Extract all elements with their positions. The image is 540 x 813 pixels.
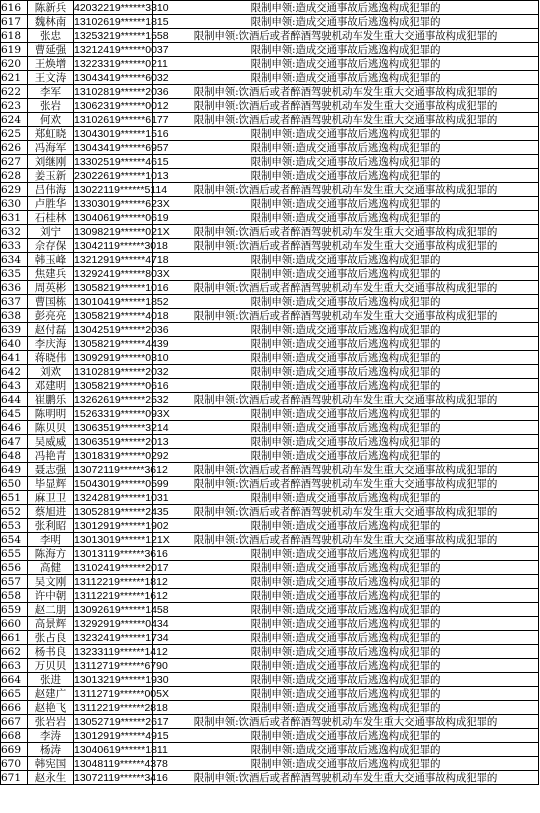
id-number: 13058219******0616 (74, 379, 169, 392)
table-row (1, 407, 539, 421)
row-number: 628 (1, 169, 28, 183)
table-row (1, 155, 539, 169)
table-row (1, 29, 539, 43)
restriction-reason: 限制申领:饮酒后或者醉酒驾驶机动车发生重大交通事故构成犯罪的 (153, 309, 539, 323)
id-number: 13242819******1031 (74, 491, 169, 504)
row-number: 645 (1, 407, 28, 421)
table-row (1, 589, 539, 603)
person-name: 焦建兵 (28, 267, 74, 281)
id-number: 13058219******4439 (74, 337, 169, 350)
id-number: 13063519******2013 (74, 435, 169, 448)
id-number: 13092919******0310 (74, 351, 169, 364)
person-name: 刘欢 (28, 365, 74, 379)
row-number: 640 (1, 337, 28, 351)
person-name: 高健 (28, 561, 74, 575)
row-number: 625 (1, 127, 28, 141)
person-name: 杨涛 (28, 743, 74, 757)
restriction-reason: 限制申领:饮酒后或者醉酒驾驶机动车发生重大交通事故构成犯罪的 (153, 183, 539, 197)
restriction-reason: 限制申领:造成交通事故后逃逸构成犯罪的 (153, 589, 539, 603)
restriction-reason: 限制申领:饮酒后或者醉酒驾驶机动车发生重大交通事故构成犯罪的 (153, 85, 539, 99)
table-row (1, 127, 539, 141)
restriction-reason: 限制申领:造成交通事故后逃逸构成犯罪的 (153, 645, 539, 659)
table-row (1, 533, 539, 547)
row-number: 650 (1, 477, 28, 491)
person-name: 杨书良 (28, 645, 74, 659)
restriction-reason: 限制申领:造成交通事故后逃逸构成犯罪的 (153, 323, 539, 337)
table-row (1, 379, 539, 393)
table-row (1, 99, 539, 113)
row-number: 655 (1, 547, 28, 561)
row-number: 639 (1, 323, 28, 337)
restriction-reason: 限制申领:造成交通事故后逃逸构成犯罪的 (153, 71, 539, 85)
restriction-reason: 限制申领:造成交通事故后逃逸构成犯罪的 (153, 743, 539, 757)
row-number: 634 (1, 253, 28, 267)
restriction-reason: 限制申领:饮酒后或者醉酒驾驶机动车发生重大交通事故构成犯罪的 (153, 225, 539, 239)
restriction-reason: 限制申领:造成交通事故后逃逸构成犯罪的 (153, 197, 539, 211)
id-number: 13043419******6957 (74, 141, 169, 154)
restriction-reason: 限制申领:造成交通事故后逃逸构成犯罪的 (153, 631, 539, 645)
table-row (1, 71, 539, 85)
table-row (1, 729, 539, 743)
row-number: 654 (1, 533, 28, 547)
person-name: 蒋晓伟 (28, 351, 74, 365)
table-row (1, 421, 539, 435)
restriction-reason: 限制申领:饮酒后或者醉酒驾驶机动车发生重大交通事故构成犯罪的 (153, 281, 539, 295)
id-number: 15263319******093X (74, 407, 170, 420)
id-number: 13303019******623X (74, 197, 170, 210)
row-number: 641 (1, 351, 28, 365)
row-number: 632 (1, 225, 28, 239)
person-name: 石桂林 (28, 211, 74, 225)
person-name: 冯海军 (28, 141, 74, 155)
person-name: 张占良 (28, 631, 74, 645)
row-number: 648 (1, 449, 28, 463)
id-number: 13233119******1412 (74, 645, 168, 658)
id-number: 13112719******6790 (74, 659, 168, 672)
person-name: 张忠 (28, 29, 74, 43)
id-number: 13040619******0619 (74, 211, 169, 224)
id-number: 13112219******1612 (74, 589, 168, 602)
row-number: 671 (1, 771, 28, 785)
person-name: 吴威威 (28, 435, 74, 449)
id-number: 13112219******2818 (74, 701, 168, 714)
row-number: 653 (1, 519, 28, 533)
table-row (1, 631, 539, 645)
table-row (1, 491, 539, 505)
table-row (1, 547, 539, 561)
restriction-reason: 限制申领:造成交通事故后逃逸构成犯罪的 (153, 43, 539, 57)
id-number: 13043019******1516 (74, 127, 169, 140)
table-row (1, 617, 539, 631)
restriction-reason: 限制申领:造成交通事故后逃逸构成犯罪的 (153, 687, 539, 701)
person-name: 张岩 (28, 99, 74, 113)
row-number: 627 (1, 155, 28, 169)
id-number: 13012919******4915 (74, 729, 169, 742)
table-row (1, 337, 539, 351)
id-number: 13102619******1815 (74, 15, 169, 28)
person-name: 魏林南 (28, 15, 74, 29)
person-name: 何欢 (28, 113, 74, 127)
table-row (1, 757, 539, 771)
person-name: 彭亮亮 (28, 309, 74, 323)
table-row (1, 323, 539, 337)
row-number: 659 (1, 603, 28, 617)
row-number: 656 (1, 561, 28, 575)
person-name: 冯艳青 (28, 449, 74, 463)
id-number: 13052819******2435 (74, 505, 169, 518)
row-number: 617 (1, 15, 28, 29)
person-name: 崔鹏乐 (28, 393, 74, 407)
person-name: 赵付磊 (28, 323, 74, 337)
person-name: 李明 (28, 533, 74, 547)
row-number: 644 (1, 393, 28, 407)
restriction-reason: 限制申领:造成交通事故后逃逸构成犯罪的 (153, 617, 539, 631)
person-name: 聂志强 (28, 463, 74, 477)
person-name: 陈新兵 (28, 1, 74, 15)
person-name: 吴文刚 (28, 575, 74, 589)
row-number: 652 (1, 505, 28, 519)
person-name: 高景辉 (28, 617, 74, 631)
restriction-reason: 限制申领:造成交通事故后逃逸构成犯罪的 (153, 141, 539, 155)
table-row (1, 561, 539, 575)
id-number: 13098219******021X (74, 225, 170, 238)
person-name: 王文涛 (28, 71, 74, 85)
table-row (1, 519, 539, 533)
restriction-reason: 限制申领:造成交通事故后逃逸构成犯罪的 (153, 659, 539, 673)
restriction-reason: 限制申领:造成交通事故后逃逸构成犯罪的 (153, 337, 539, 351)
person-name: 邓建明 (28, 379, 74, 393)
row-number: 621 (1, 71, 28, 85)
row-number: 635 (1, 267, 28, 281)
row-number: 630 (1, 197, 28, 211)
id-number: 13253219******1558 (74, 29, 169, 42)
table-row (1, 183, 539, 197)
restriction-reason: 限制申领:造成交通事故后逃逸构成犯罪的 (153, 421, 539, 435)
table-row (1, 743, 539, 757)
row-number: 636 (1, 281, 28, 295)
table-row (1, 1, 539, 15)
person-name: 陈贝贝 (28, 421, 74, 435)
table-row (1, 211, 539, 225)
table-row (1, 351, 539, 365)
id-number: 13022119******5114 (74, 183, 168, 196)
id-number: 13010419******1852 (74, 295, 169, 308)
id-number: 13223319******0211 (74, 57, 168, 70)
table-row (1, 281, 539, 295)
id-number: 13043419******6032 (74, 71, 169, 84)
restriction-reason: 限制申领:造成交通事故后逃逸构成犯罪的 (153, 1, 539, 15)
restriction-reason: 限制申领:造成交通事故后逃逸构成犯罪的 (153, 729, 539, 743)
id-number: 13052719******2617 (74, 715, 169, 728)
table-row (1, 239, 539, 253)
table-row (1, 449, 539, 463)
row-number: 620 (1, 57, 28, 71)
person-name: 麻卫卫 (28, 491, 74, 505)
id-number: 13072119******3612 (74, 463, 168, 476)
restriction-reason: 限制申领:造成交通事故后逃逸构成犯罪的 (153, 295, 539, 309)
table-row (1, 57, 539, 71)
id-number: 13112719******005X (74, 687, 169, 700)
person-name: 赵建广 (28, 687, 74, 701)
id-number: 13072119******3416 (74, 771, 168, 784)
person-name: 赵二朋 (28, 603, 74, 617)
id-number: 13262619******2532 (74, 393, 169, 406)
person-name: 曹延强 (28, 43, 74, 57)
person-name: 郑虹晓 (28, 127, 74, 141)
table-row (1, 659, 539, 673)
restriction-reason: 限制申领:造成交通事故后逃逸构成犯罪的 (153, 701, 539, 715)
person-name: 刘宁 (28, 225, 74, 239)
id-number: 13232419******1734 (74, 631, 169, 644)
table-row (1, 673, 539, 687)
id-number: 13058219******4018 (74, 309, 169, 322)
table-row (1, 645, 539, 659)
row-number: 670 (1, 757, 28, 771)
table-row (1, 435, 539, 449)
row-number: 646 (1, 421, 28, 435)
table-row (1, 715, 539, 729)
table-row (1, 365, 539, 379)
table-row (1, 309, 539, 323)
table-row (1, 771, 539, 785)
table-row (1, 267, 539, 281)
row-number: 624 (1, 113, 28, 127)
id-number: 13013019******121X (74, 533, 170, 546)
restriction-reason: 限制申领:造成交通事故后逃逸构成犯罪的 (153, 575, 539, 589)
row-number: 651 (1, 491, 28, 505)
person-name: 张岩岩 (28, 715, 74, 729)
restriction-reason: 限制申领:饮酒后或者醉酒驾驶机动车发生重大交通事故构成犯罪的 (153, 477, 539, 491)
table-body (1, 1, 539, 785)
table-row (1, 505, 539, 519)
row-number: 626 (1, 141, 28, 155)
restriction-reason: 限制申领:饮酒后或者醉酒驾驶机动车发生重大交通事故构成犯罪的 (153, 771, 539, 785)
row-number: 649 (1, 463, 28, 477)
table-row (1, 701, 539, 715)
restriction-reason: 限制申领:造成交通事故后逃逸构成犯罪的 (153, 127, 539, 141)
row-number: 618 (1, 29, 28, 43)
person-name: 卢胜华 (28, 197, 74, 211)
restriction-reason: 限制申领:造成交通事故后逃逸构成犯罪的 (153, 407, 539, 421)
person-name: 刘继刚 (28, 155, 74, 169)
person-name: 赵永生 (28, 771, 74, 785)
person-name: 李军 (28, 85, 74, 99)
row-number: 664 (1, 673, 28, 687)
person-name: 韩玉峰 (28, 253, 74, 267)
row-number: 629 (1, 183, 28, 197)
id-number: 13042119******3018 (74, 239, 168, 252)
restriction-reason: 限制申领:造成交通事故后逃逸构成犯罪的 (153, 491, 539, 505)
id-number: 13062319******0012 (74, 99, 169, 112)
person-name: 韩宪国 (28, 757, 74, 771)
row-number: 619 (1, 43, 28, 57)
row-number: 658 (1, 589, 28, 603)
row-number: 643 (1, 379, 28, 393)
person-name: 吕伟海 (28, 183, 74, 197)
restriction-reason: 限制申领:造成交通事故后逃逸构成犯罪的 (153, 449, 539, 463)
id-number: 13058219******1016 (74, 281, 169, 294)
table-row (1, 603, 539, 617)
row-number: 623 (1, 99, 28, 113)
row-number: 661 (1, 631, 28, 645)
restriction-reason: 限制申领:造成交通事故后逃逸构成犯罪的 (153, 253, 539, 267)
restriction-reason: 限制申领:饮酒后或者醉酒驾驶机动车发生重大交通事故构成犯罪的 (153, 99, 539, 113)
row-number: 667 (1, 715, 28, 729)
person-name: 王焕增 (28, 57, 74, 71)
id-number: 13302519******4615 (74, 155, 169, 168)
restriction-reason: 限制申领:造成交通事故后逃逸构成犯罪的 (153, 519, 539, 533)
person-name: 蔡旭进 (28, 505, 74, 519)
table-row (1, 85, 539, 99)
row-number: 631 (1, 211, 28, 225)
restriction-reason: 限制申领:造成交通事故后逃逸构成犯罪的 (153, 435, 539, 449)
person-name: 陈明明 (28, 407, 74, 421)
restriction-reason: 限制申领:饮酒后或者醉酒驾驶机动车发生重大交通事故构成犯罪的 (153, 113, 539, 127)
id-number: 15043019******0599 (74, 477, 169, 490)
id-number: 42032219******3310 (74, 1, 169, 14)
id-number: 13212419******0037 (74, 43, 169, 56)
row-number: 638 (1, 309, 28, 323)
person-name: 曹国栋 (28, 295, 74, 309)
restriction-reason: 限制申领:造成交通事故后逃逸构成犯罪的 (153, 673, 539, 687)
id-number: 13102819******2036 (74, 85, 169, 98)
person-name: 万贝贝 (28, 659, 74, 673)
restriction-reason: 限制申领:饮酒后或者醉酒驾驶机动车发生重大交通事故构成犯罪的 (153, 463, 539, 477)
restriction-reason: 限制申领:造成交通事故后逃逸构成犯罪的 (153, 561, 539, 575)
restriction-reason: 限制申领:饮酒后或者醉酒驾驶机动车发生重大交通事故构成犯罪的 (153, 715, 539, 729)
table-row (1, 575, 539, 589)
restriction-reason: 限制申领:饮酒后或者醉酒驾驶机动车发生重大交通事故构成犯罪的 (153, 505, 539, 519)
person-name: 李涛 (28, 729, 74, 743)
id-number: 13102619******6177 (74, 113, 169, 126)
id-number: 13092619******1458 (74, 603, 169, 616)
row-number: 669 (1, 743, 28, 757)
restriction-reason: 限制申领:造成交通事故后逃逸构成犯罪的 (153, 211, 539, 225)
id-number: 23022619******1013 (74, 169, 169, 182)
table-row (1, 197, 539, 211)
table-row (1, 113, 539, 127)
id-number: 13292419******803X (74, 267, 170, 280)
restriction-reason: 限制申领:造成交通事故后逃逸构成犯罪的 (153, 757, 539, 771)
table-row (1, 477, 539, 491)
table-row (1, 687, 539, 701)
restriction-reason: 限制申领:造成交通事故后逃逸构成犯罪的 (153, 15, 539, 29)
restriction-reason: 限制申领:造成交通事故后逃逸构成犯罪的 (153, 603, 539, 617)
person-name: 毕显辉 (28, 477, 74, 491)
row-number: 642 (1, 365, 28, 379)
id-number: 13102819******2032 (74, 365, 169, 378)
id-number: 13048119******4378 (74, 757, 168, 770)
row-number: 666 (1, 701, 28, 715)
table-row (1, 43, 539, 57)
row-number: 647 (1, 435, 28, 449)
id-number: 13212919******4718 (74, 253, 169, 266)
id-number: 13012919******1902 (74, 519, 169, 532)
id-number: 13042519******2036 (74, 323, 169, 336)
row-number: 637 (1, 295, 28, 309)
id-number: 13112219******1812 (74, 575, 168, 588)
restriction-reason: 限制申领:造成交通事故后逃逸构成犯罪的 (153, 169, 539, 183)
table-row (1, 253, 539, 267)
restriction-reason: 限制申领:饮酒后或者醉酒驾驶机动车发生重大交通事故构成犯罪的 (153, 239, 539, 253)
restriction-reason: 限制申领:造成交通事故后逃逸构成犯罪的 (153, 267, 539, 281)
row-number: 665 (1, 687, 28, 701)
restriction-reason: 限制申领:造成交通事故后逃逸构成犯罪的 (153, 57, 539, 71)
restriction-reason: 限制申领:饮酒后或者醉酒驾驶机动车发生重大交通事故构成犯罪的 (153, 533, 539, 547)
restriction-reason: 限制申领:造成交通事故后逃逸构成犯罪的 (153, 351, 539, 365)
table-row (1, 393, 539, 407)
table-row (1, 169, 539, 183)
id-number: 13102419******2017 (74, 561, 169, 574)
table-row (1, 225, 539, 239)
id-number: 13018319******0292 (74, 449, 169, 462)
row-number: 660 (1, 617, 28, 631)
row-number: 633 (1, 239, 28, 253)
person-name: 赵艳飞 (28, 701, 74, 715)
person-name: 陈海方 (28, 547, 74, 561)
row-number: 657 (1, 575, 28, 589)
id-number: 13040619******1811 (74, 743, 168, 756)
person-name: 周英彬 (28, 281, 74, 295)
person-name: 许中朝 (28, 589, 74, 603)
id-number: 13013119******3616 (74, 547, 168, 560)
row-number: 663 (1, 659, 28, 673)
table-row (1, 15, 539, 29)
restriction-reason: 限制申领:造成交通事故后逃逸构成犯罪的 (153, 547, 539, 561)
table-row (1, 141, 539, 155)
restriction-reason: 限制申领:饮酒后或者醉酒驾驶机动车发生重大交通事故构成犯罪的 (153, 393, 539, 407)
person-name: 张利昭 (28, 519, 74, 533)
row-number: 622 (1, 85, 28, 99)
row-number: 668 (1, 729, 28, 743)
restriction-reason: 限制申领:造成交通事故后逃逸构成犯罪的 (153, 155, 539, 169)
person-name: 佘存保 (28, 239, 74, 253)
table-row (1, 295, 539, 309)
person-name: 李庆海 (28, 337, 74, 351)
restriction-reason: 限制申领:造成交通事故后逃逸构成犯罪的 (153, 379, 539, 393)
restriction-reason: 限制申领:饮酒后或者醉酒驾驶机动车发生重大交通事故构成犯罪的 (153, 29, 539, 43)
restriction-reason: 限制申领:造成交通事故后逃逸构成犯罪的 (153, 365, 539, 379)
id-number: 13013219******1930 (74, 673, 169, 686)
person-name: 张进 (28, 673, 74, 687)
person-name: 姜玉新 (28, 169, 74, 183)
id-number: 13292919******0434 (74, 617, 169, 630)
id-number: 13063519******3214 (74, 421, 169, 434)
row-number: 662 (1, 645, 28, 659)
table-row (1, 463, 539, 477)
row-number: 616 (1, 1, 28, 15)
